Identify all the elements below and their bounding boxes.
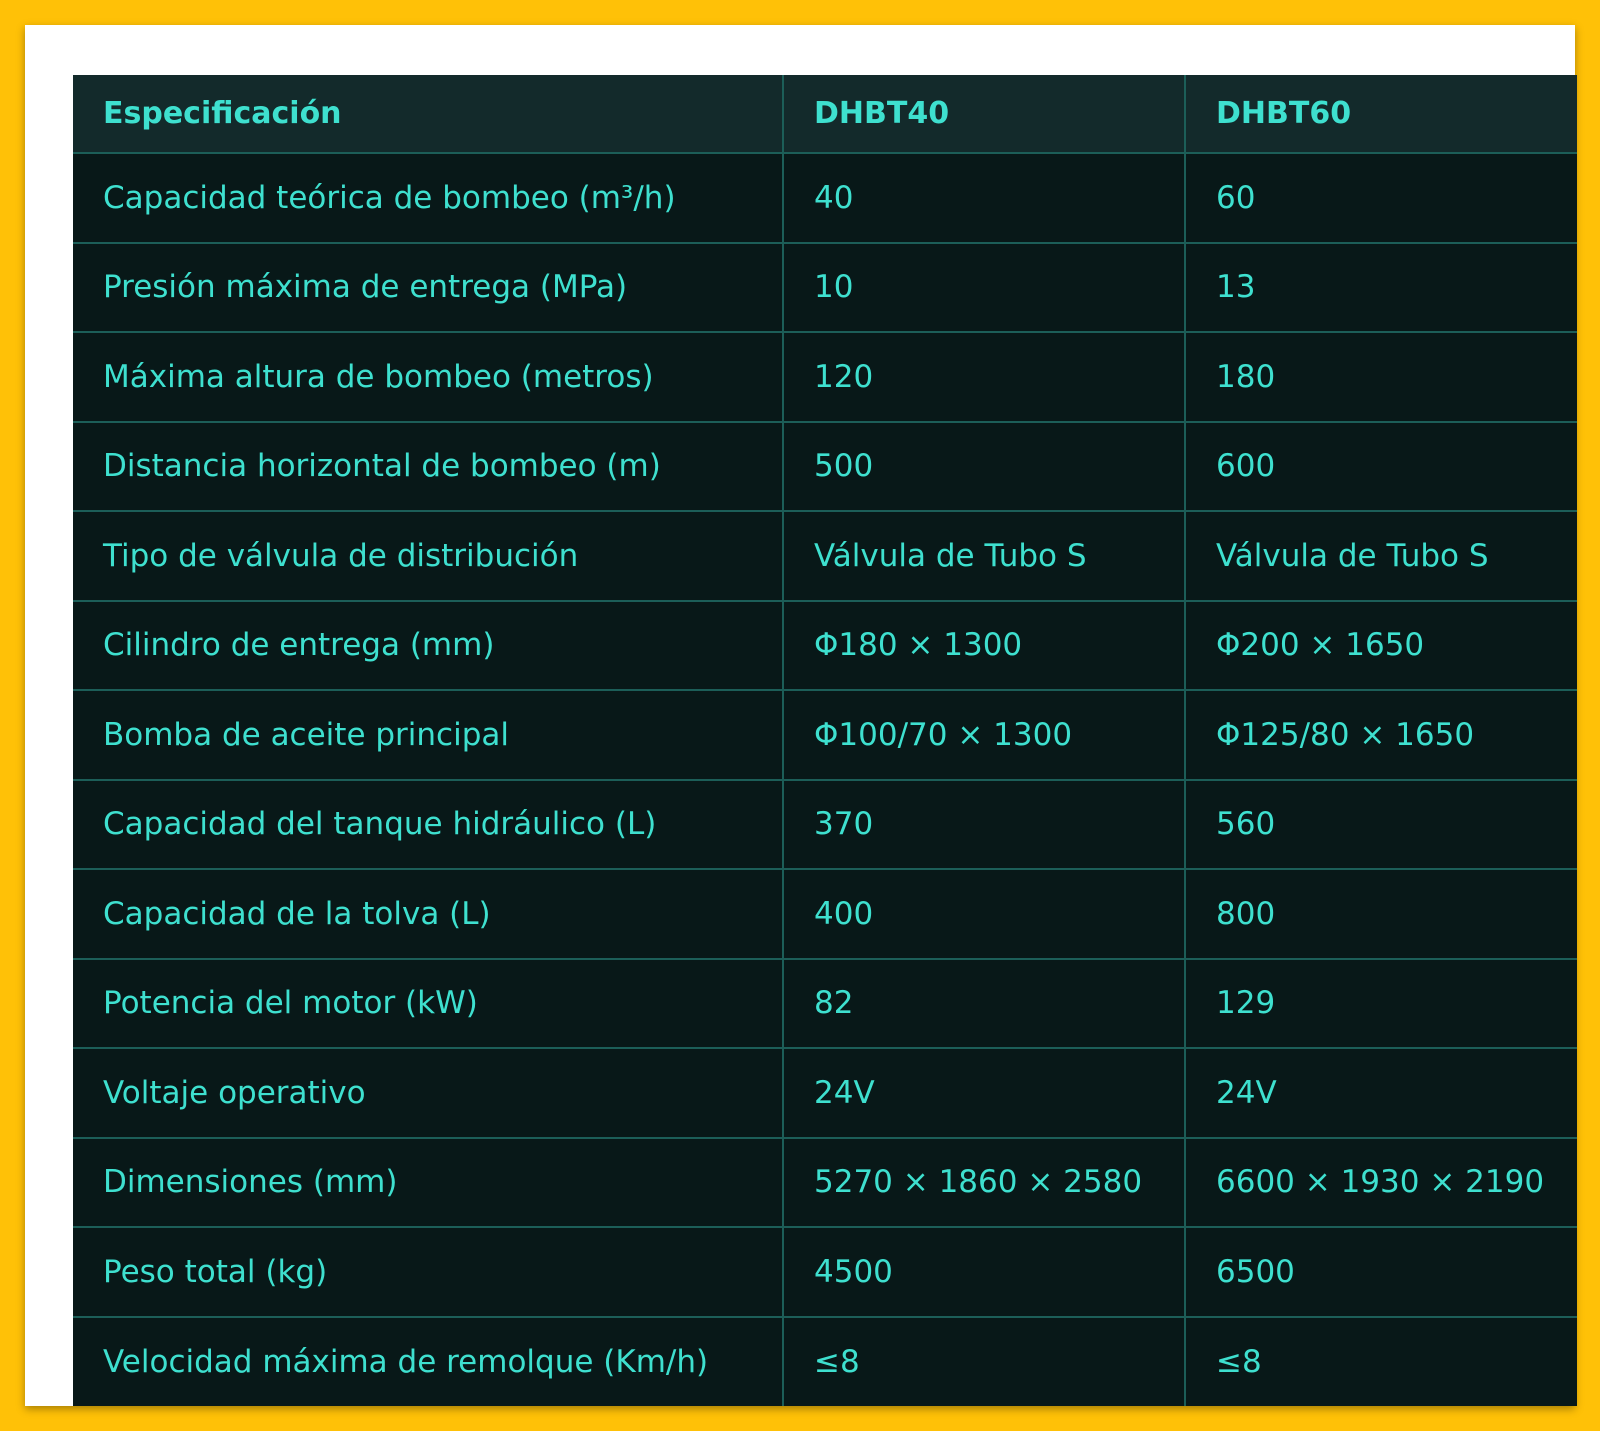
table-row (73, 422, 1577, 512)
dhbt60-value: 600 (1185, 422, 1577, 512)
table-row (73, 1138, 1577, 1228)
spec-label: Capacidad del tanque hidráulico (L) (73, 780, 783, 870)
table-row (73, 243, 1577, 333)
table-row (73, 690, 1577, 780)
spec-label: Potencia del motor (kW) (73, 959, 783, 1049)
dhbt60-value: 180 (1185, 332, 1577, 422)
spec-label: Bomba de aceite principal (73, 690, 783, 780)
dhbt60-value: 6600 × 1930 × 2190 (1185, 1138, 1577, 1228)
table-body (73, 153, 1577, 1406)
table-row (73, 1227, 1577, 1317)
dhbt40-value: 24V (783, 1048, 1185, 1138)
table-row (73, 1317, 1577, 1407)
spec-card (25, 25, 1575, 1406)
dhbt40-value: 400 (783, 869, 1185, 959)
table-row (73, 1048, 1577, 1138)
dhbt60-value: 13 (1185, 243, 1577, 333)
spec-label: Voltaje operativo (73, 1048, 783, 1138)
dhbt40-value: 370 (783, 780, 1185, 870)
table-row (73, 601, 1577, 691)
dhbt60-value: Φ125/80 × 1650 (1185, 690, 1577, 780)
header-row (73, 75, 1577, 153)
header-dhbt40: DHBT40 (783, 75, 1185, 153)
dhbt40-value: 120 (783, 332, 1185, 422)
spec-table (73, 75, 1577, 1406)
dhbt60-value: 800 (1185, 869, 1577, 959)
dhbt40-value: 500 (783, 422, 1185, 512)
dhbt60-value: 560 (1185, 780, 1577, 870)
spec-label: Presión máxima de entrega (MPa) (73, 243, 783, 333)
dhbt40-value: Φ180 × 1300 (783, 601, 1185, 691)
dhbt60-value: Válvula de Tubo S (1185, 511, 1577, 601)
dhbt40-value: 5270 × 1860 × 2580 (783, 1138, 1185, 1228)
spec-label: Peso total (kg) (73, 1227, 783, 1317)
spec-label: Dimensiones (mm) (73, 1138, 783, 1228)
table-header (73, 75, 1577, 153)
spec-label: Distancia horizontal de bombeo (m) (73, 422, 783, 512)
header-spec: Especificación (73, 75, 783, 153)
spec-label: Máxima altura de bombeo (metros) (73, 332, 783, 422)
spec-label: Cilindro de entrega (mm) (73, 601, 783, 691)
dhbt60-value: 6500 (1185, 1227, 1577, 1317)
table-row (73, 332, 1577, 422)
dhbt60-value: 60 (1185, 153, 1577, 243)
dhbt40-value: 4500 (783, 1227, 1185, 1317)
dhbt40-value: ≤8 (783, 1317, 1185, 1407)
spec-label: Capacidad teórica de bombeo (m³/h) (73, 153, 783, 243)
dhbt60-value: 24V (1185, 1048, 1577, 1138)
dhbt60-value: ≤8 (1185, 1317, 1577, 1407)
spec-label: Velocidad máxima de remolque (Km/h) (103, 1343, 709, 1380)
table-row (73, 511, 1577, 601)
dhbt40-value: 40 (783, 153, 1185, 243)
dhbt40-value: Válvula de Tubo S (783, 511, 1185, 601)
spec-label: Tipo de válvula de distribución (73, 511, 783, 601)
dhbt60-value: 129 (1185, 959, 1577, 1049)
table-row (73, 153, 1577, 243)
header-dhbt60: DHBT60 (1185, 75, 1577, 153)
dhbt40-value: 82 (783, 959, 1185, 1049)
dhbt40-value: 10 (783, 243, 1185, 333)
table-row (73, 869, 1577, 959)
dhbt60-value: Φ200 × 1650 (1185, 601, 1577, 691)
spec-label: Capacidad de la tolva (L) (73, 869, 783, 959)
table-row (73, 780, 1577, 870)
table-row (73, 959, 1577, 1049)
dhbt40-value: Φ100/70 × 1300 (783, 690, 1185, 780)
